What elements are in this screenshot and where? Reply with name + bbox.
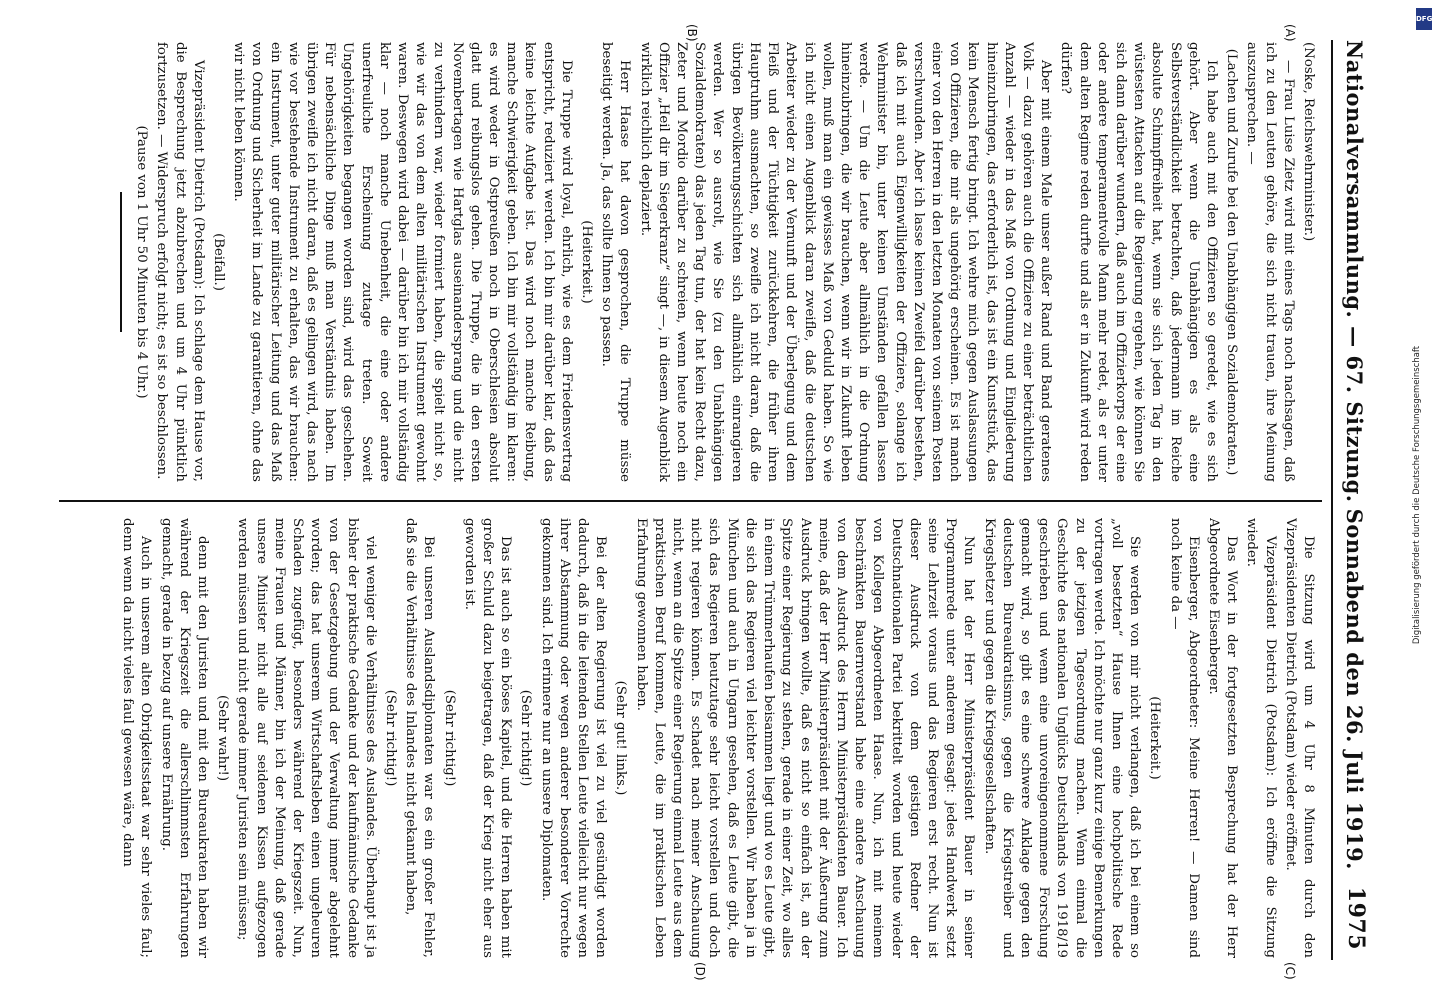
digitization-credit-text: Digitalisierung gefördert durch die Deutsche Forschungsgemeinschaft: [1412, 345, 1422, 645]
interjection: (Sehr richtig!): [383, 689, 399, 787]
interjection: (Lachen und Zurufe bei den Unabhängigen Sozialdemokraten.): [1224, 48, 1240, 476]
paragraph: Bei der alten Regierung ist viel zu viel gesündigt worden dadurch, daß in die leitenden Stellen Leute vielleicht nur wegen ihrer Abstammung oder wegen anderer besonderer Vorrechte gekommen sind. Ich erinnere nur an unsere Diplomaten.: [538, 518, 609, 958]
left-column: [57, 42, 1317, 482]
interjection: (Sehr richtig!): [441, 689, 457, 787]
interjection: (Heiterkeit.): [1147, 696, 1163, 780]
margin-mark-c: (C): [1283, 962, 1297, 980]
page-header: [1331, 40, 1367, 960]
paragraph: Herr Haase hat davon gesprochen, die Truppe müsse beseitigt werden. Ja, das sollte Ihnen so passen.: [599, 42, 633, 482]
header-left-title: Nationalversammlung. — 67. Sitzung.: [1342, 40, 1367, 503]
paragraph: denn mit den Juristen und mit den Bureaukraten haben wir während der Kriegszeit die allerschlimmsten Erfahrungen gemacht, gerade in bezug auf unsere Ernährung.: [158, 518, 211, 958]
dfg-logo: DFG: [1416, 8, 1432, 30]
interjection: (Beifall.): [211, 233, 227, 291]
speaker-paragraph: Eisenberger, Abgeordneter: Meine Herren! — Damen sind noch keine da —: [1167, 518, 1201, 958]
interjection: (Sehr wahr!): [215, 694, 231, 782]
interjection: (Heiterkeit.): [579, 220, 595, 304]
speaker-note: (Noske, Reichswehrminister.): [1301, 42, 1316, 242]
paragraph: viel weniger die Verhältnisse des Auslandes. Überhaupt ist ja bisher der praktische Gedanke und der kaufmännische Gedanke von der Gesetzgebung und der Verwaltung immer abgelehnt worden; das hat unserem Wirtschaftsleben einen ungeheuren Schaden zugefügt, besonders während der Kriegszeit. Nun, meine Frauen und Männer, bin ich der Meinung, daß gerade unsere Minister nicht alle auf seidenen Kissen aufgezogen werden müssen und nicht gerade immer Juristen sein müssen;: [235, 518, 378, 958]
paragraph: Die Truppe wird loyal, ehrlich, wie es dem Friedensvertrag entspricht, reduziert werden. Ich bin mir darüber klar, daß das keine leichte Aufgabe ist. Das wird noch manche Reibung, manche Schwierigkeit geben. Ich bin mir vollständig im klaren: es wird weder in Ostpreußen noch in Oberschlesien absolut glatt und reibungslos gehen. Die Truppe, die in den ersten Novembertagen wie Hartglas auseinandersprang und die nicht zu verhindern war, wieder formiert haben, die spielt nicht so, wie wir das von dem alten militärischen Instrument gewohnt waren. Deswegen wird dabei — darüber bin ich mir vollständig klar — noch manche Unebenheit, die eine oder andere unerfreuliche Erscheinung zutage treten. Soweit Ungehörigkeiten begangen worden sind, wird das geschehen. Für nebensächliche Dinge muß man Verständnis haben. Im übrigen zweifle ich nicht daran, daß es gelingen wird, das nach wie vor bestehende Instrument zu erhalten, das wir brauchen: ein Instrument, unter guter militärischer Leitung und das Maß von Ordnung und Sicherheit im Lande zu garantieren, ohne das wir nicht leben können.: [231, 42, 574, 482]
session-pause-note: (Pause von 1 Uhr 50 Minuten bis 4 Uhr.): [134, 125, 150, 399]
paragraph: Auch in unserem alten Obrigkeitsstaat war sehr vieles faul; denn wenn da nicht vieles faul gewesen wäre, dann: [120, 518, 154, 958]
paragraph: Ich habe auch mit den Offizieren so geredet, wie es sich gehört. Aber wenn die Unabhängigen es als eine Selbstverständlichkeit betrachten, daß jedermann im Reiche absolute Schimpffreiheit hat, wenn sie sich jeden Tag in den wüstesten Attacken auf die Regierung ergehen, wie können Sie sich dann darüber wundern, daß auch im Offizierkorps der eine oder andere temperamentvolle Mann mehr redet, als er unter dem alten Regime reden durfte und als er in Zukunft wird reden dürfen?: [1058, 42, 1219, 482]
document-page: [27, 20, 1407, 980]
paragraph: Bei unseren Auslandsdiplomaten war es ein großer Fehler, daß sie die Verhältnisse des Inlandes nicht gekannt haben,: [403, 518, 437, 958]
paragraph: Nun hat der Herr Ministerpräsident Bauer in seiner Programmrede unter anderem gesagt: jedes Handwerk setzt seine Lehrzeit voraus und das Regieren erst recht. Nun ist dieser Ausdruck von dem geistigen Redner der Deutschnationalen Partei bekrittelt worden und heute wieder von Kollegen Abgeordneten Haase. Nun, ich mit meinem beschränkten Bauernverstand habe eine andere Anschauung von dem Ausdruck des Herrn Ministerpräsidenten Bauer. Ich meine, daß der Herr Ministerpräsident mit der Äußerung zum Ausdruck bringen wollte, daß es nicht so einfach ist, an der Spitze einer Regierung zu stehen, gerade in einer Zeit, wo alles in einem Trümmerhaufen beisammen liegt und wo es Leute gibt, die sich das Regieren viel leichter vorstellen. Wir haben ja in München und auch in Ungarn gesehen, daß es Leute gibt, die sich das Regieren heutzutage sehr leicht vorstellen und doch nicht regieren können. Es schadet nach meiner Anschauung nicht, wenn an die Spitze einer Regierung einmal Leute aus dem praktischen Beruf kommen, Leute, die im praktischen Leben Erfahrung gewonnen haben.: [633, 518, 977, 958]
digitization-credit: [1402, 30, 1432, 960]
interjection: (Sehr gut! links.): [613, 680, 629, 796]
paragraph: Die Sitzung wird um 4 Uhr 8 Minuten durch den Vizepräsidenten Dietrich (Potsdam) wieder eröffnet.: [1282, 518, 1316, 958]
paragraph: Vizepräsident Dietrich (Potsdam): Ich schlage dem Hause vor, die Besprechung jetzt abzubrechen und um 4 Uhr pünktlich fortzusetzen. — Widerspruch erfolgt nicht; es ist so beschlossen.: [154, 42, 206, 482]
paragraph: Sie werden von mir nicht verlangen, daß ich bei einem so „voll besetzten“ Hause Ihnen eine hochpolitische Rede vortragen werde. Ich möchte nur ganz kurz einige Bemerkungen zu der jetzigen Tagesordnung machen. Wenn einmal die Geschichte des nationalen Unglücks Deutschlands von 1918/19 geschrieben und wenn eine unvoreingenommene Forschung gemacht wird, so gibt es eine schwere Anklage gegen den deutschen Bureaukratismus, gegen die Kriegstreiber und Kriegshetzer und gegen die Kriegsgesellschaften.: [981, 518, 1143, 958]
section-rule: [120, 192, 122, 332]
paragraph: Aber mit einem Male unser außer Rand und Band geratenes Volk — dazu gehören auch die Offiziere zu einer beträchtlichen Anzahl — wieder in das Maß von Ordnung und Eingliederung hineinzubringen, das erforderlich ist, das ist ein Kunststück, das kein Mensch fertig bringt. Ich wehre mich gegen Auslassungen von Offizieren, die mir als ungehörig erscheinen. Es ist manch einer von den Herren in den letzten Monaten von seinem Posten verschwunden. Aber ich lasse keinen Zweifel darüber bestehen, daß ich mit auch Eigenwilligkeiten der Offiziere, solange ich Wehrminister bin, unter keinen Umständen gefallen lassen werde. — Um die Leute aber allmählich in die Ordnung hineinzubringen, die wir brauchen, wenn wir in Zukunft leben wollen, muß man ein gewisses Maß von Geduld haben. So wie ich nicht einen Augenblick daran zweifle, daß die deutschen Arbeiter wieder zu der Vernunft und der Überlegung und dem Fleiß und der Tüchtigkeit zurückkehren, die früher ihren Hauptruhm ausmachten, so zweifle ich nicht daran, daß die übrigen Bevölkerungsschichten sich allmählich einrangieren werden. Wer so ausrolt, wie Sie (zu den Unabhängigen Sozialdemokraten) das jeden Tag tun, der hat kein Recht dazu, Zeter und Mordio darüber zu schreien, wenn heute noch ein Offizier „Heil dir im Siegerkranz“ singt —, in diesem Augenblick wirklich reichlich deplaziert.: [637, 42, 1054, 482]
page-number: 1975: [1343, 886, 1369, 950]
paragraph: — Frau Luise Zietz wird mit eines Tags noch nachsagen, daß ich zu den Leuten gehöre, die sich nicht trauen, ihre Meinung auszusprechen. —: [1244, 42, 1296, 482]
paragraph: Vizepräsident Dietrich (Potsdam): Ich eröffne die Sitzung wieder.: [1244, 518, 1278, 958]
interjection: (Sehr richtig!): [518, 689, 534, 787]
header-date: Sonnabend den 26. Juli 1919.: [1342, 508, 1367, 870]
column-divider: [59, 500, 1322, 502]
margin-mark-b: (B): [685, 24, 699, 42]
paragraph: Das Wort in der fortgesetzten Besprechung hat der Herr Abgeordnete Eisenberger.: [1205, 518, 1240, 958]
margin-mark-a: (A): [1283, 24, 1297, 42]
paragraph: Das ist auch so ein böses Kapitel, und die Herren haben mit großer Schuld dazu beigetragen, daß der Krieg nicht eher aus geworden ist.: [461, 518, 514, 958]
margin-mark-d: (D): [693, 962, 707, 981]
right-column: [57, 518, 1317, 958]
